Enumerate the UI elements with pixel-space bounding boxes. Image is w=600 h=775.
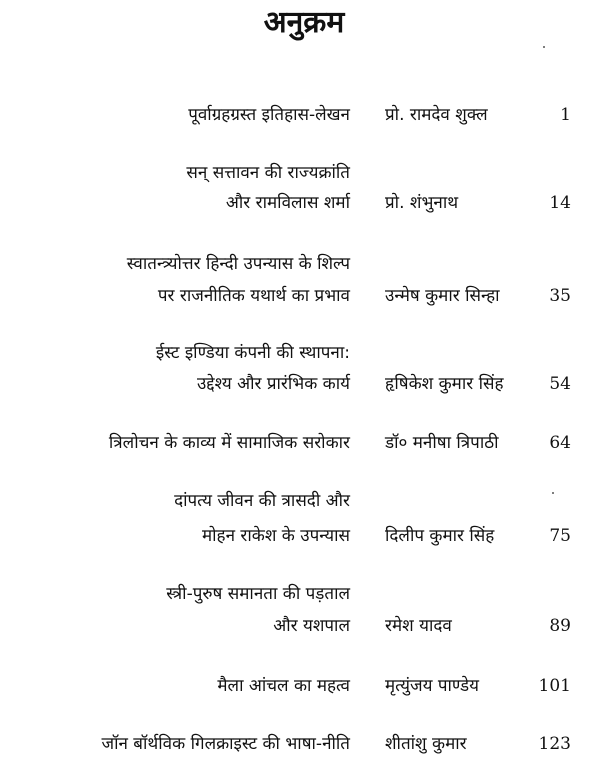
entry-author: रमेश यादव [385, 616, 452, 636]
entry-title-line: जॉन बॉर्थविक गिलक्राइस्ट की भाषा-नीति [101, 734, 350, 754]
entry-page-number: 54 [549, 374, 571, 394]
entry-page-number: 64 [549, 433, 571, 453]
entry-title-line: पर राजनीतिक यथार्थ का प्रभाव [157, 286, 350, 306]
entry-page-number: 89 [549, 616, 571, 636]
entry-author: मृत्युंजय पाण्डेय [385, 676, 479, 696]
entry-page-number: 35 [549, 286, 571, 306]
entry-title-line: मैला आंचल का महत्व [217, 676, 350, 696]
entry-author: हृषिकेश कुमार सिंह [385, 374, 504, 394]
entry-title-line: स्त्री-पुरुष समानता की पड़ताल [166, 584, 350, 604]
entry-title-line: दांपत्य जीवन की त्रासदी और [174, 491, 350, 511]
entry-author: उन्मेष कुमार सिन्हा [385, 286, 500, 306]
entry-page-number: 1 [560, 105, 571, 125]
entry-title-line: स्वातन्त्र्योत्तर हिन्दी उपन्यास के शिल्प [126, 254, 350, 274]
entry-page-number: 14 [549, 193, 571, 213]
entry-title-line: पूर्वाग्रहग्रस्त इतिहास-लेखन [188, 105, 350, 125]
entry-title-line: ईस्ट इण्डिया कंपनी की स्थापना: [155, 343, 350, 363]
entry-page-number: 101 [538, 676, 571, 696]
scan-speck [552, 492, 554, 494]
page-title: अनुक्रम [263, 5, 345, 40]
entry-title-line: सन् सत्तावन की राज्यक्रांति [186, 163, 350, 183]
scan-speck [543, 46, 545, 48]
entry-page-number: 123 [538, 734, 571, 754]
entry-author: प्रो. शंभुनाथ [385, 193, 459, 213]
entry-author: शीतांशु कुमार [385, 734, 467, 754]
entry-title-line: और रामविलास शर्मा [225, 193, 350, 213]
entry-title-line: उद्देश्य और प्रारंभिक कार्य [197, 374, 350, 394]
entry-page-number: 75 [549, 526, 571, 546]
entry-title-line: त्रिलोचन के काव्य में सामाजिक सरोकार [108, 433, 350, 453]
entry-author: प्रो. रामदेव शुक्ल [385, 105, 488, 125]
entry-title-line: और यशपाल [273, 616, 350, 636]
entry-author: डॉ० मनीषा त्रिपाठी [385, 433, 499, 453]
entry-author: दिलीप कुमार सिंह [385, 526, 495, 546]
entry-title-line: मोहन राकेश के उपन्यास [201, 526, 350, 546]
